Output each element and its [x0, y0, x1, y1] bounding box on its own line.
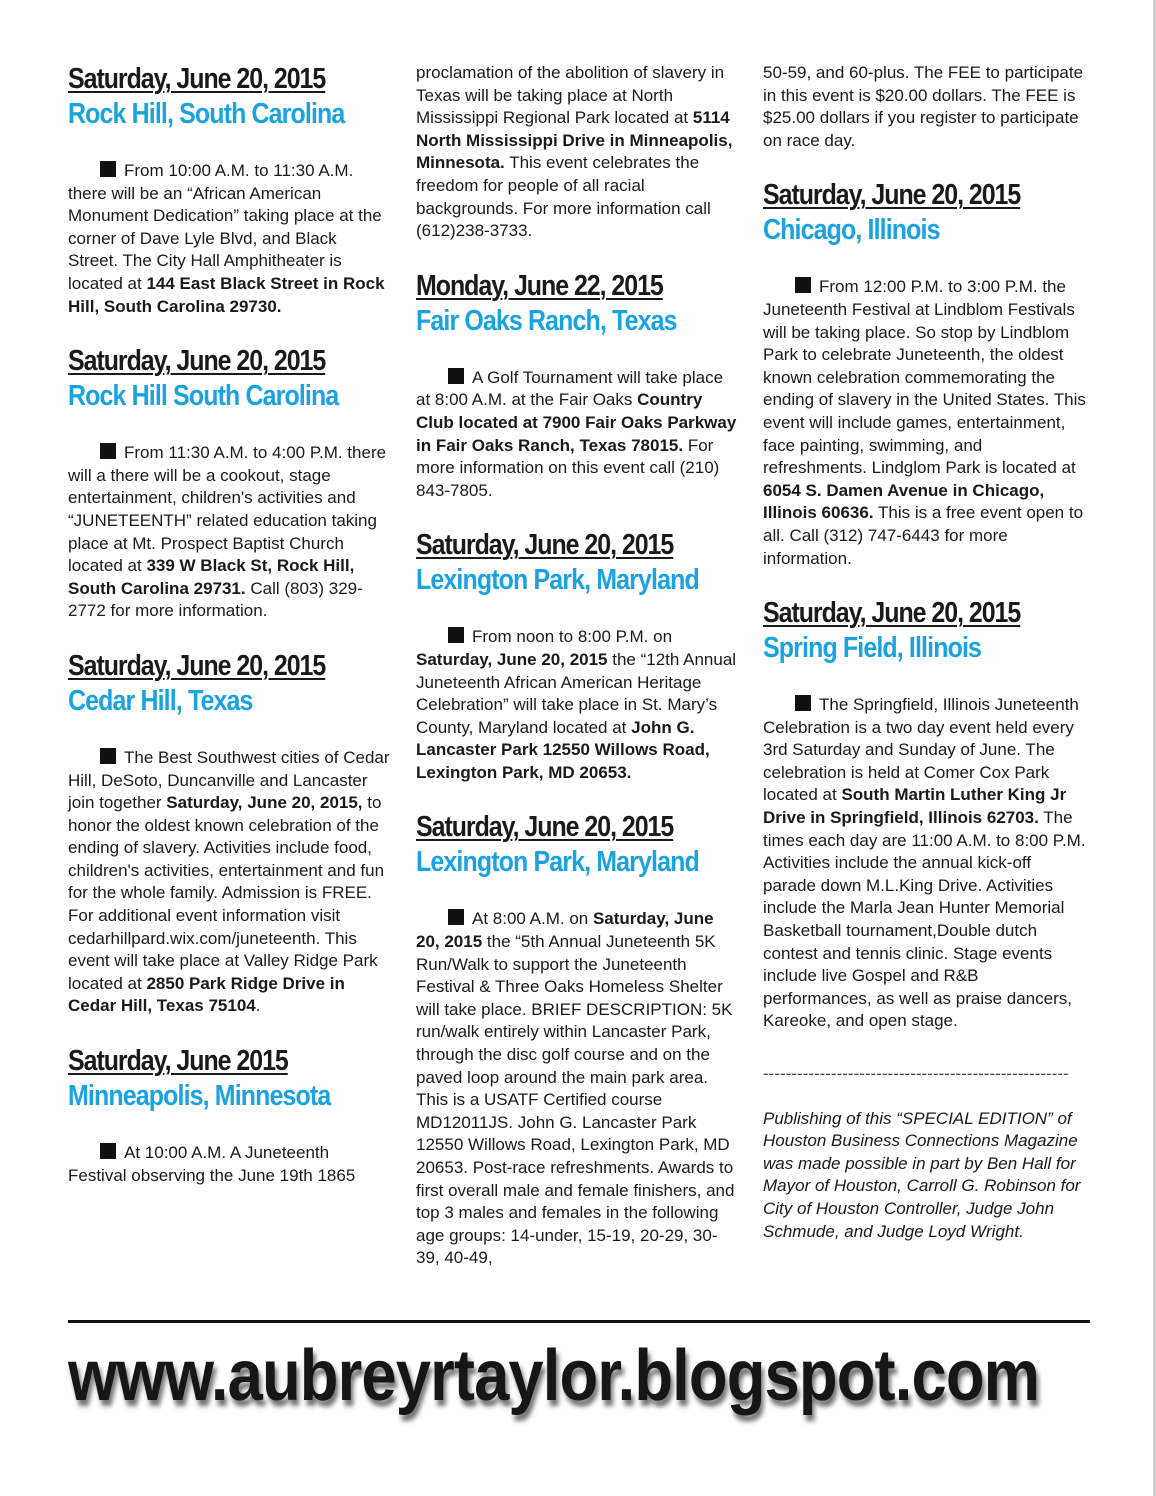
bold-text: 144 East Black Street in Rock Hill, South Carolina 29730.	[68, 273, 385, 316]
bold-text: Saturday, June 20, 2015	[416, 909, 714, 952]
column-3	[763, 62, 1087, 1243]
event-description	[763, 276, 1087, 570]
event-location-heading: Chicago, Illinois	[763, 214, 940, 247]
body-text: the “12th Annual Juneteenth African American Heritage Celebration” will take place in St. Mary’s County, Maryland located at	[416, 649, 737, 737]
event-section	[416, 810, 740, 1296]
bold-text: Saturday, June 20, 2015	[416, 649, 608, 669]
event-section	[68, 344, 390, 649]
body-text: This event celebrates the freedom for people of all racial backgrounds. For more information call (612)238-3733.	[416, 153, 711, 241]
bold-text: Saturday, June 20, 2015,	[166, 793, 363, 813]
event-date-heading: Saturday, June 2015	[68, 1045, 288, 1078]
event-location-heading: Fair Oaks Ranch, Texas	[416, 304, 677, 337]
event-description	[416, 367, 740, 503]
body-text: From 10:00 A.M. to 11:30 A.M. there will be an “African American Monument Dedication” taking place at the corner of Dave Lyle Blvd, and Black Street. The City Hall Amphitheater is located at	[68, 161, 382, 293]
event-description	[68, 1142, 390, 1187]
body-text: At 8:00 A.M. on	[472, 909, 593, 929]
body-text: This is a free event open to all. Call (312) 747-6443 for more information.	[763, 503, 1084, 568]
event-location-heading: Spring Field, Illinois	[763, 632, 982, 665]
column-2-sections	[416, 269, 740, 1296]
body-text: proclamation of the abolition of slavery in Texas will be taking place at North Mississippi Regional Park located at	[416, 63, 725, 128]
body-text: .	[255, 996, 261, 1016]
bullet-square-icon	[448, 627, 464, 643]
bullet-square-icon	[795, 695, 811, 711]
bold-text: 5114 North Mississippi Drive in Minneapolis, Minnesota.	[416, 108, 733, 173]
continued-paragraph	[416, 62, 740, 243]
event-date-heading: Saturday, June 20, 2015	[763, 597, 1021, 630]
bullet-square-icon	[795, 277, 811, 293]
event-date-heading: Saturday, June 20, 2015	[68, 63, 326, 95]
event-date-heading: Saturday, June 20, 2015	[416, 529, 674, 562]
bold-text: 6054 S. Damen Avenue in Chicago, Illinois 60636.	[763, 480, 1045, 523]
body-text: From 11:30 A.M. to 4:00 P.M. there will a there will be a cookout, stage entertainment, children's activities and “JUNETEENTH” related education taking place at Mt. Prospect Baptist Church located at	[68, 443, 387, 576]
event-section	[416, 528, 740, 810]
event-location-heading: Cedar Hill, Texas	[68, 684, 253, 717]
body-text: the “5th Annual Juneteenth 5K Run/Walk to support the Juneteenth Festival & Three Oaks Homeless Shelter will take place. BRIEF DESCRIPTION: 5K run/walk entirely within Lancaster Park, through the disc golf course and on the paved loop around the main park area. This is a USATF Certified course MD12011JS. John G. Lancaster Park 12550 Willows Road, Lexington Park, MD 20653. Post-race refreshments. Awards to first overall male and female finishers, and top 3 males and females in the following age groups: 14-under, 15-19, 20-29, 30-39, 40-49,	[416, 932, 735, 1268]
body-text: 50-59, and 60-plus. The FEE to participate in this event is $20.00 dollars. The FEE is $25.00 dollars if you register to participate on race day.	[763, 63, 1084, 150]
event-location-heading: Lexington Park, Maryland	[416, 564, 699, 597]
event-section	[68, 62, 390, 344]
body-text: From noon to 8:00 P.M. on	[472, 627, 673, 647]
footer-url[interactable]: www.aubreyrtaylor.blogspot.com	[68, 1336, 1040, 1416]
body-text: to honor the oldest known celebration of the ending of slavery. Activities include food, children's activities, entertainment and fun for the whole family. Admission is FREE. For additional event information visit cedarhillpard.wix.com/juneteenth. This event will take place at Valley Ridge Park located at	[68, 793, 385, 993]
event-description	[68, 160, 390, 318]
event-section	[763, 596, 1087, 1059]
body-text: The times each day are 11:00 A.M. to 8:00 P.M. Activities include the annual kick-off parade down M.L.King Drive. Activities include the Marla Jean Hunter Memorial Basketball tournament,Double dutch contest and tennis clinic. Stage events include live Gospel and R&B performances, as well as praise dancers, Kareoke, and open stage.	[763, 808, 1086, 1031]
bold-text: 339 W Black St, Rock Hill, South Carolina 29731.	[68, 556, 355, 598]
bullet-square-icon	[448, 368, 464, 384]
body-text: At 10:00 A.M. A Juneteenth Festival observing the June 19th 1865	[68, 1143, 356, 1185]
event-date-heading: Saturday, June 20, 2015	[68, 345, 326, 378]
body-text: From 12:00 P.M. to 3:00 P.M. the Juneteenth Festival at Lindblom Festivals will be taking place. So stop by Lindblom Park to celebrate Juneteenth, the oldest known celebration commemorating the ending of slavery in the United States. This event will include games, entertainment, face painting, swimming, and refreshments. Lindglom Park is located at	[763, 277, 1086, 478]
event-date-heading: Saturday, June 20, 2015	[763, 179, 1021, 212]
event-date-heading: Saturday, June 20, 2015	[68, 649, 326, 682]
body-text: A Golf Tournament will take place at 8:00 A.M. at the Fair Oaks	[416, 367, 724, 410]
bullet-square-icon	[448, 909, 464, 925]
sponsor-credit: Publishing of this “SPECIAL EDITION” of Houston Business Connections Magazine was made possible in part by Ben Hall for Mayor of Houston, Carroll G. Robinson for City of Houston Controller, Judge John Schmude, and Judge Loyd Wright.	[763, 1108, 1081, 1241]
body-text: The Springfield, Illinois Juneteenth Celebration is a two day event held every 3rd Saturday and Sunday of June. The celebration is held at Comer Cox Park located at	[763, 695, 1079, 805]
event-description	[68, 747, 390, 1018]
event-description	[416, 908, 740, 1270]
event-description	[416, 626, 740, 784]
event-location-heading: Lexington Park, Maryland	[416, 846, 699, 879]
event-location-heading: Minneapolis, Minnesota	[68, 1080, 331, 1113]
event-section	[68, 1044, 390, 1187]
footer-rule	[68, 1320, 1090, 1323]
event-date-heading: Saturday, June 20, 2015	[416, 811, 674, 844]
bold-text: Country Club located at 7900 Fair Oaks Parkway in Fair Oaks Ranch, Texas 78015.	[416, 390, 737, 455]
bullet-square-icon	[100, 443, 116, 459]
event-section	[68, 649, 390, 1044]
bold-text: 2850 Park Ridge Drive in Cedar Hill, Texas 75104	[68, 973, 345, 1016]
column-2	[416, 62, 740, 1296]
bold-text: South Martin Luther King Jr Drive in Springfield, Illinois 62703.	[763, 785, 1067, 828]
event-location-heading: Rock Hill South Carolina	[68, 380, 339, 413]
body-text: Call (803) 329-2772 for more information.	[68, 578, 363, 621]
event-description	[68, 442, 390, 623]
divider-line: ------------------------------------------------------	[763, 1064, 1069, 1083]
event-section	[416, 269, 740, 529]
column-1	[68, 62, 390, 1187]
column-3-sections	[763, 178, 1087, 1059]
body-text: The Best Southwest cities of Cedar Hill, DeSoto, Duncanville and Lancaster join together	[68, 747, 390, 813]
body-text: For more information on this event call (210) 843-7805.	[416, 435, 720, 500]
bullet-square-icon	[100, 161, 116, 177]
event-location-heading: Rock Hill, South Carolina	[68, 98, 345, 130]
bullet-square-icon	[100, 748, 116, 764]
event-description	[763, 694, 1087, 1033]
event-date-heading: Monday, June 22, 2015	[416, 269, 663, 302]
bold-text: John G. Lancaster Park 12550 Willows Road, Lexington Park, MD 20653.	[416, 717, 710, 782]
bullet-square-icon	[100, 1143, 116, 1159]
continued-paragraph	[763, 62, 1087, 152]
event-section	[763, 178, 1087, 596]
